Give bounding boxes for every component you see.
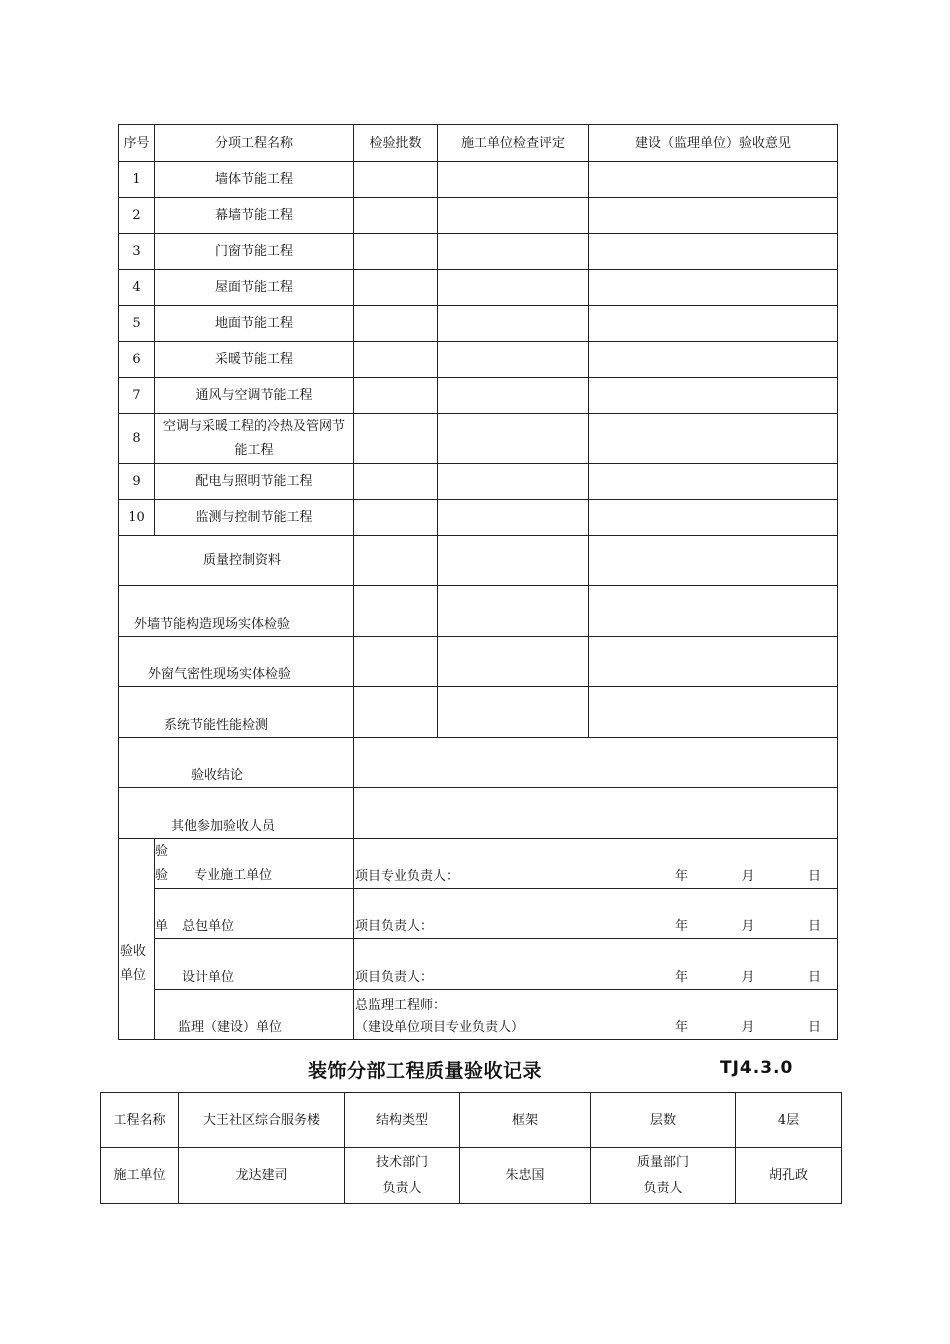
opinion-cell[interactable]: [589, 234, 838, 270]
table-row: [119, 464, 838, 500]
contractor-value[interactable]: 龙达建司: [179, 1148, 345, 1204]
batches-cell[interactable]: [354, 687, 438, 738]
table-row: [119, 414, 838, 464]
item-no: 5: [119, 306, 155, 342]
others-row: [119, 788, 838, 839]
day-label: 日: [807, 869, 821, 884]
system-test-row: [119, 687, 838, 738]
signer-sub-label: （建设单位项目专业负责人）: [355, 1020, 525, 1035]
acceptance-unit-name: 总包单位: [182, 919, 235, 934]
conclusion-label: 验收结论: [119, 738, 354, 788]
month-label: 月: [741, 919, 755, 934]
eval-cell[interactable]: [438, 687, 589, 738]
opinion-cell[interactable]: [589, 414, 838, 464]
tech-head-label-line2: 负责人: [382, 1180, 422, 1196]
window-test-label: 外窗气密性现场实体检验: [119, 637, 354, 687]
quality-head-label: [591, 1148, 736, 1204]
item-name: 墙体节能工程: [155, 162, 354, 198]
tech-head-label: [345, 1148, 460, 1204]
header-name: 分项工程名称: [155, 125, 354, 162]
acceptance-signature-cell[interactable]: [354, 939, 838, 990]
header-supervisor-opinion: 建设（监理单位）验收意见: [589, 125, 838, 162]
item-no: 8: [119, 414, 155, 464]
acceptance-unit-name: 专业施工单位: [194, 868, 273, 883]
floors-value[interactable]: 4层: [736, 1093, 842, 1148]
opinion-cell[interactable]: [589, 464, 838, 500]
year-label: 年: [675, 970, 689, 985]
conclusion-row: [119, 738, 838, 788]
project-name-value[interactable]: 大王社区综合服务楼: [179, 1093, 345, 1148]
eval-cell[interactable]: [438, 270, 589, 306]
batches-cell[interactable]: [354, 637, 438, 687]
batches-cell[interactable]: [354, 536, 438, 586]
batches-cell[interactable]: [354, 464, 438, 500]
acceptance-group-text: 验收单位: [120, 944, 147, 983]
opinion-cell[interactable]: [589, 500, 838, 536]
day-label: 日: [807, 970, 821, 985]
window-test-row: [119, 637, 838, 687]
opinion-cell[interactable]: [589, 198, 838, 234]
opinion-cell[interactable]: [589, 306, 838, 342]
eval-cell[interactable]: [438, 198, 589, 234]
opinion-cell[interactable]: [589, 586, 838, 637]
form-code: TJ4.3.0: [720, 1058, 794, 1078]
item-name: 监测与控制节能工程: [155, 500, 354, 536]
quality-head-value[interactable]: 胡孔政: [736, 1148, 842, 1204]
item-name: 通风与空调节能工程: [155, 378, 354, 414]
others-cell[interactable]: [354, 788, 838, 839]
table-row: [119, 378, 838, 414]
item-no: 4: [119, 270, 155, 306]
header-contractor-eval: 施工单位检查评定: [438, 125, 589, 162]
item-name: 空调与采暖工程的冷热及管网节能工程: [155, 414, 354, 464]
table-row: [119, 306, 838, 342]
item-no: 3: [119, 234, 155, 270]
eval-cell[interactable]: [438, 306, 589, 342]
wall-test-row: [119, 586, 838, 637]
batches-cell[interactable]: [354, 234, 438, 270]
batches-cell[interactable]: [354, 586, 438, 637]
quality-head-label-line1: 质量部门: [636, 1154, 689, 1170]
day-label: 日: [807, 919, 821, 934]
item-no: 10: [119, 500, 155, 536]
conclusion-cell[interactable]: [354, 738, 838, 788]
opinion-cell[interactable]: [589, 162, 838, 198]
day-label: 日: [807, 1020, 821, 1035]
acceptance-row: [119, 889, 838, 939]
eval-cell[interactable]: [438, 536, 589, 586]
table-row: [119, 162, 838, 198]
signer-label: 项目负责人：: [355, 919, 434, 934]
eval-cell[interactable]: [438, 586, 589, 637]
item-no: 2: [119, 198, 155, 234]
acceptance-unit-name: 监理（建设）单位: [155, 990, 354, 1040]
wall-test-label: 外墙节能构造现场实体检验: [119, 586, 354, 637]
year-label: 年: [675, 1020, 689, 1035]
acceptance-signature-cell[interactable]: [354, 839, 838, 889]
item-name: 采暖节能工程: [155, 342, 354, 378]
batches-cell[interactable]: [354, 500, 438, 536]
opinion-cell[interactable]: [589, 342, 838, 378]
energy-acceptance-table: [118, 124, 838, 1040]
acceptance-side-char: 验: [155, 844, 169, 859]
batches-cell[interactable]: [354, 198, 438, 234]
quality-docs-label: 质量控制资料: [119, 536, 354, 586]
project-name-label: 工程名称: [101, 1093, 179, 1148]
acceptance-unit-cell: [155, 889, 354, 939]
item-name: 幕墙节能工程: [155, 198, 354, 234]
batches-cell[interactable]: [354, 270, 438, 306]
eval-cell[interactable]: [438, 378, 589, 414]
item-name: 门窗节能工程: [155, 234, 354, 270]
year-label: 年: [675, 869, 689, 884]
table-row: [119, 234, 838, 270]
system-test-label: 系统节能性能检测: [119, 687, 354, 738]
year-label: 年: [675, 919, 689, 934]
item-name: 配电与照明节能工程: [155, 464, 354, 500]
eval-cell[interactable]: [438, 637, 589, 687]
signer-label: 项目专业负责人：: [355, 869, 460, 884]
opinion-cell[interactable]: [589, 536, 838, 586]
item-name: 屋面节能工程: [155, 270, 354, 306]
quality-docs-row: [119, 536, 838, 586]
opinion-cell[interactable]: [589, 687, 838, 738]
opinion-cell[interactable]: [589, 270, 838, 306]
batches-cell[interactable]: [354, 414, 438, 464]
month-label: 月: [741, 970, 755, 985]
table-row: [119, 270, 838, 306]
opinion-cell[interactable]: [589, 378, 838, 414]
table-row: [119, 500, 838, 536]
eval-cell[interactable]: [438, 414, 589, 464]
tech-head-value[interactable]: 朱忠国: [460, 1148, 591, 1204]
contractor-label: 施工单位: [101, 1148, 179, 1204]
opinion-cell[interactable]: [589, 637, 838, 687]
form-title: 装饰分部工程质量验收记录: [308, 1060, 543, 1082]
floors-label: 层数: [591, 1093, 736, 1148]
decoration-acceptance-table: [100, 1092, 842, 1204]
table-row: [119, 198, 838, 234]
acceptance-row: [119, 990, 838, 1040]
structure-value[interactable]: 框架: [460, 1093, 591, 1148]
eval-cell[interactable]: [438, 162, 589, 198]
eval-cell[interactable]: [438, 464, 589, 500]
acceptance-signature-cell[interactable]: [354, 889, 838, 939]
eval-cell[interactable]: [438, 342, 589, 378]
header-seq: 序号: [119, 125, 155, 162]
acceptance-unit-cell: [155, 839, 354, 889]
signer-label: 项目负责人：: [355, 970, 434, 985]
item-name: 地面节能工程: [155, 306, 354, 342]
eval-cell[interactable]: [438, 500, 589, 536]
signer-label: 总监理工程师：: [355, 998, 447, 1013]
table-header-row: [119, 125, 838, 162]
header-batches: 检验批数: [354, 125, 438, 162]
batches-cell[interactable]: [354, 342, 438, 378]
acceptance-side-char: 验: [155, 868, 169, 883]
acceptance-unit-name: 设计单位: [155, 939, 354, 990]
batches-cell[interactable]: [354, 306, 438, 342]
month-label: 月: [741, 869, 755, 884]
structure-label: 结构类型: [345, 1093, 460, 1148]
batches-cell[interactable]: [354, 162, 438, 198]
batches-cell[interactable]: [354, 378, 438, 414]
item-no: 1: [119, 162, 155, 198]
item-no: 9: [119, 464, 155, 500]
project-row: [101, 1093, 842, 1148]
others-label: 其他参加验收人员: [119, 788, 354, 839]
eval-cell[interactable]: [438, 234, 589, 270]
quality-head-label-line2: 负责人: [643, 1180, 683, 1196]
acceptance-signature-cell[interactable]: [354, 990, 838, 1040]
acceptance-side-char: 单: [155, 919, 169, 934]
month-label: 月: [741, 1020, 755, 1035]
tech-head-label-line1: 技术部门: [375, 1154, 428, 1170]
acceptance-row: [119, 839, 838, 889]
acceptance-row: [119, 939, 838, 990]
contractor-row: [101, 1148, 842, 1204]
table-row: [119, 342, 838, 378]
acceptance-group-label: [119, 839, 155, 1040]
item-no: 6: [119, 342, 155, 378]
item-no: 7: [119, 378, 155, 414]
